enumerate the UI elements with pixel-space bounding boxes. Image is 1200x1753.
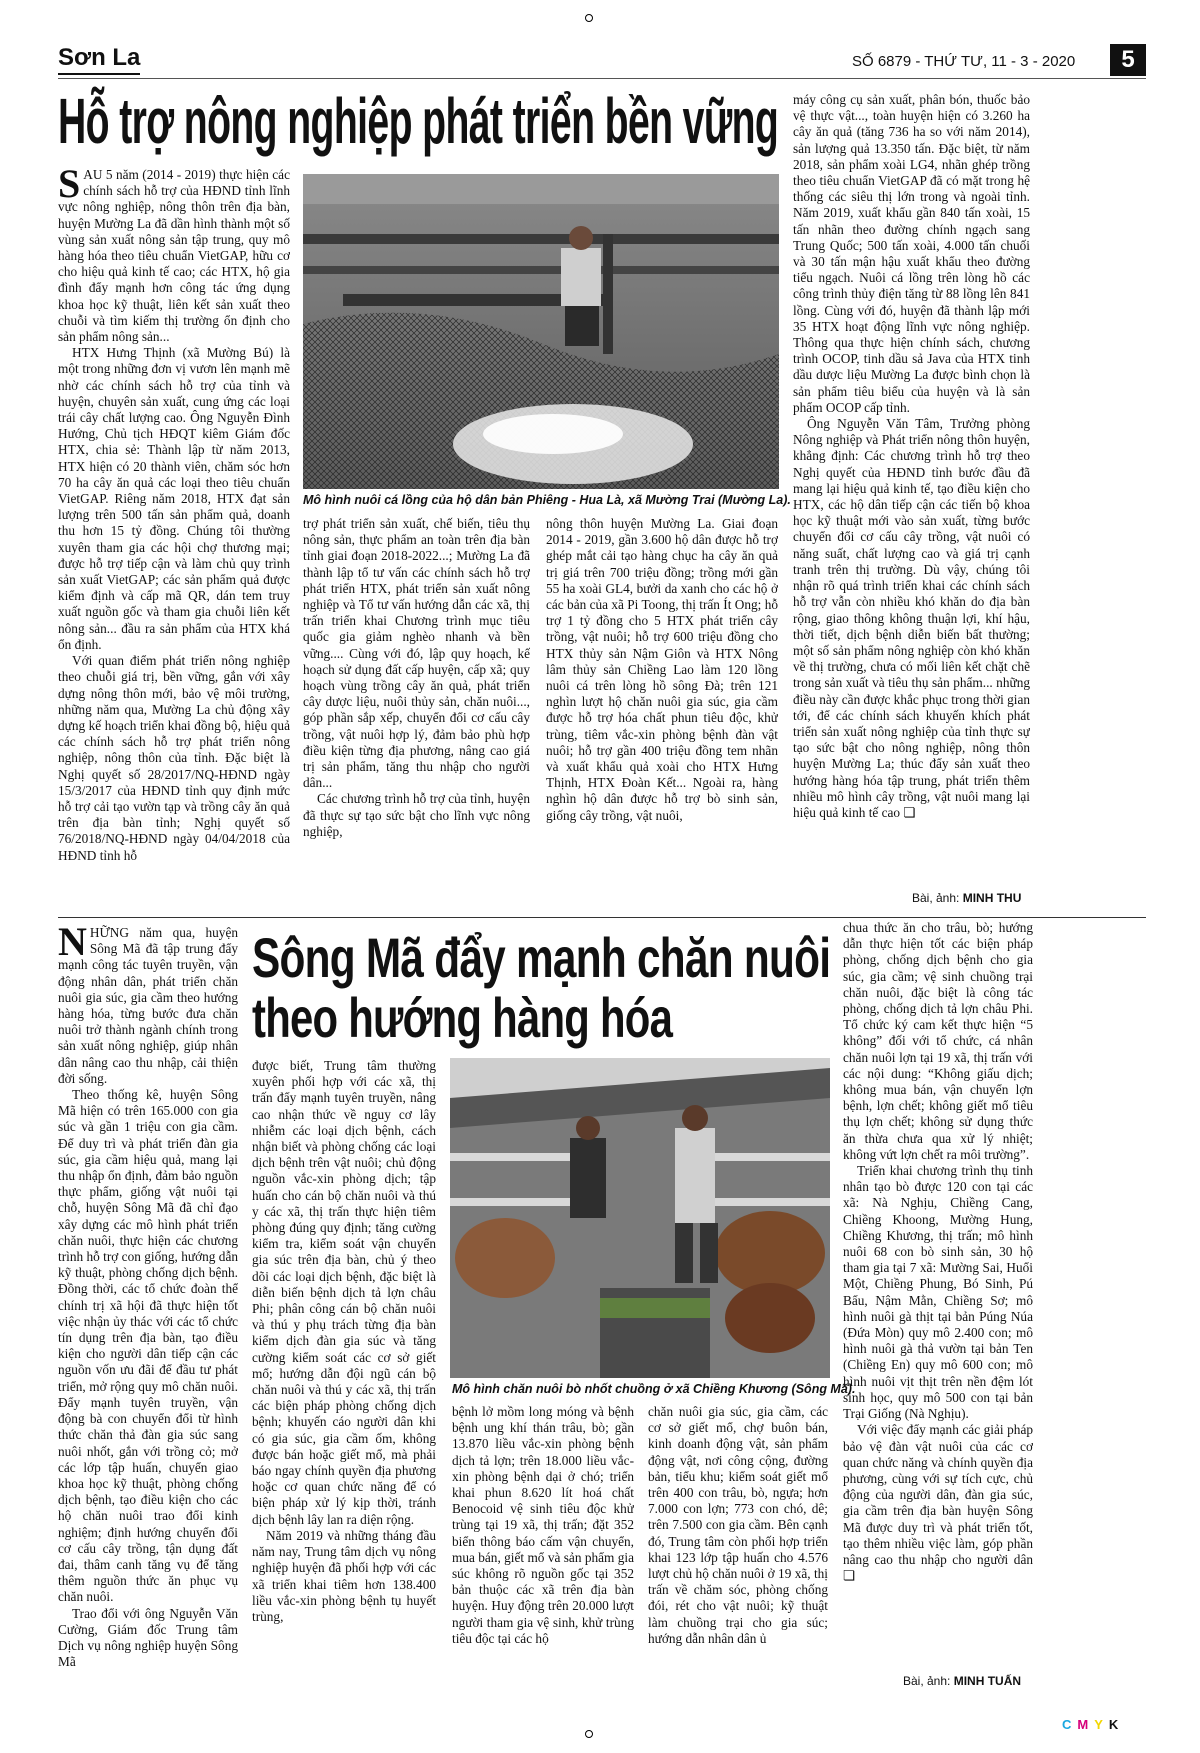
article1-byline-prefix: Bài, ảnh: <box>912 891 960 905</box>
article1-column-2 <box>303 516 530 907</box>
cmyk-c: C <box>1062 1717 1078 1732</box>
article1-col2-para-2: Các chương trình hỗ trợ của tỉnh, huyện đã thực sự tạo sức bật cho lĩnh vực nông nghiệp, <box>303 791 530 839</box>
article2-para-1-text: HỮNG năm qua, huyện Sông Mã đã tập trung đẩy mạnh công tác tuyên truyền, vận động nhân dân, phát triển chăn nuôi gia súc, gia cầm theo hướng hàng hóa, từng bước đưa chăn nuôi trở thành ngành chính trong sản xuất nông nghiệp, giúp nhân dân nâng cao thu nhập, cải thiện đời sống. <box>58 925 238 1086</box>
article2-column-2 <box>252 1058 436 1670</box>
article2-col2-para-1: được biết, Trung tâm thường xuyên phối hợp với các xã, thị trấn đẩy mạnh tuyên truyền, nâng cao nhận thức về nguy cơ lây nhiễm các loại dịch bệnh, cách nhận biết và phòng chống các loại dịch bệnh trên vật nuôi; chủ động nguồn vắc-xin phòng dịch; tập huấn cho cán bộ chăn nuôi và thú y các xã, thị trấn thực hiện tiêm phòng đúng quy định; tăng cường kiểm tra, kiểm soát vận chuyển gia súc trên địa bàn, chủ ý theo dõi các loại dịch bệnh, đặc biệt là diễn biến bệnh dịch tả lợn châu Phi; phân công cán bộ chăn nuôi và thú y phụ trách từng địa bàn kiểm dịch đàn gia súc và tăng cường kiểm soát các cơ sở giết mổ; hướng dẫn đội ngũ cán bộ chăn nuôi và thú y các xã, thị trấn các biện pháp phòng chống dịch bệnh; khuyến cáo người dân khi có gia súc, gia cầm ốm, không được bán hoặc giết mổ, mà phải báo ngay chính quyền địa phương hoặc cơ quan chức năng để có biện pháp xử lý kịp thời, tránh dịch bệnh lây lan ra diện rộng. <box>252 1058 436 1527</box>
registration-mark-bottom <box>585 1730 593 1738</box>
article1-photo-fish-cage <box>303 174 779 489</box>
article2-para-3: Trao đổi với ông Nguyễn Văn Cường, Giám đốc Trung tâm Dịch vụ nông nghiệp huyện Sông Mã <box>58 1605 238 1670</box>
article1-para-1-text: AU 5 năm (2014 - 2019) thực hiện các chính sách hỗ trợ của HĐND tỉnh lĩnh vực nông nghiệp, nông thôn trên địa bàn, huyện Mường La đã dần hình thành một số vùng sản xuất nông sản tập trung, quy mô hàng hóa theo tiêu chuẩn VietGAP, hữu cơ cho hiệu quả kinh tế cao; các HTX, hộ gia đình đẩy mạnh hơn công tác ứng dụng khoa học kỹ thuật, liên kết sản xuất theo chuỗi và tìm kiếm thị trường ổn định cho sản phẩm nông sản... <box>58 167 290 345</box>
article1-col4-para-2: Ông Nguyễn Văn Tâm, Trưởng phòng Nông nghiệp và Phát triển nông thôn huyện, khẳng định: Các chương trình hỗ trợ theo Nghị quyết của HĐND tỉnh bước đầu đã mang lại hiệu quả kinh tế, tạo điều kiện cho HTX, các hộ dân tiếp cận các tiến bộ khoa học kỹ thuật mới vào sản xuất, từng bước chuyển đổi cơ cấu cây trồng, vật nuôi có năng suất, chất lượng cao và giá trị cạnh tranh trên thị trường. Dù vậy, chúng tôi nhận rõ quá trình triển khai các chính sách hỗ trợ vẫn còn nhiều khó khăn do địa bàn rộng, giao thông không thuận lợi, khí hậu, thời tiết, dịch bệnh diễn biến bất thường; một số sản phẩm nông nghiệp còn khó khăn về thị trường, chưa có mối liên kết chặt chẽ trong sản xuất và tiêu thụ sản phẩm... những điều này cần được khắc phục trong thời gian tới, để các chính sách khuyến khích phát triển sản xuất nông nghiệp của tỉnh thực sự tạo sức bật cho nông nghiệp, nông thôn huyện Mường La; thúc đẩy sản xuất theo hướng hàng hóa tập trung, phát triển thêm nhiều mô hình cây trồng, vật nuôi mang lại hiệu quả kinh tế cao ❏ <box>793 416 1030 820</box>
article2-column-4 <box>648 1404 828 1670</box>
cmyk-m: M <box>1077 1717 1095 1732</box>
header-rule <box>58 78 1146 79</box>
article2-para-2: Theo thống kê, huyện Sông Mã hiện có trên 165.000 con gia súc và gần 1 triệu con gia cầm. Để duy trì và phát triển đàn gia súc, gia cầm hiệu quả, mang lại thu nhập ổn định, đảm bảo nguồn thực phẩm, giống vật nuôi tại chỗ, huyện Sông Mã đã chỉ đạo xây dựng các mô hình phát triển chăn nuôi, thực hiện các chương trình hỗ trợ con giống, hướng dẫn kỹ thuật, phòng chống dịch bệnh. Đồng thời, các tổ chức đoàn thể chính trị xã hội đã thực hiện tốt việc nhận ủy thác với các tổ chức tín dụng trên địa bàn, tạo điều kiện cho người dân tiếp cận các nguồn vốn ưu đãi để đầu tư phát triển, mở rộng quy mô chăn nuôi. Đẩy mạnh tuyên truyền, vận động bà con chuyển đổi từ hình thức chăn thả đàn gia súc sang nuôi nhốt, gắn với trồng cỏ; mở các lớp tập huấn, chuyển giao khoa học kỹ thuật, phòng chống dịch bệnh, tạo điều kiện cho các hộ chăn nuôi trao đổi kinh nghiệm; định hướng chuyển đổi cơ cấu cây trồng, tận dụng đất đai, thâm canh tăng vụ để tăng thêm nguồn thức ăn phục vụ chăn nuôi. <box>58 1087 238 1605</box>
cmyk-print-marks <box>1062 1717 1124 1732</box>
article1-para-2: HTX Hưng Thịnh (xã Mường Bú) là một trong những đơn vị vươn lên mạnh mẽ nhờ các chính sách hỗ trợ của tỉnh và huyện, chuyên sản xuất, cung ứng các loại trái cây chất lượng cao. Ông Nguyễn Đình Hướng, Chủ tịch HĐQT kiêm Giám đốc HTX, chia sẻ: Thành lập từ năm 2013, HTX hiện có 20 thành viên, chăm sóc hơn 70 ha cây ăn quả các loại theo tiêu chuẩn VietGAP. Riêng năm 2018, HTX đạt sản lượng trên 500 tấn sản phẩm quả, doanh thu hơn 15 tỷ đồng. Chúng tôi thường xuyên tham gia các hội chợ thương mại; được hỗ trợ tiếp cận và làm chủ quy trình sản xuất VietGAP; các sản phẩm quả được kiểm định và cấp mã QR, dán tem truy xuất nguồn gốc và tham gia chuỗi liên kết nông sản... đầu ra sản phẩm của HTX khá ổn định. <box>58 345 290 652</box>
article2-photo-cattle-barn <box>450 1058 830 1378</box>
article2-col5-para-1: chua thức ăn cho trâu, bò; hướng dẫn thực hiện tốt các biện pháp phòng, chống dịch bệnh cho gia súc, gia cầm; vệ sinh chuồng trại chăn nuôi, đặc biệt là công tác phòng, chống dịch tả lợn châu Phi. Tổ chức ký cam kết thực hiện “5 không” đối với tổ chức, cá nhân chăn nuôi lợn tại 19 xã, thị trấn với các nội dung: “Không giấu dịch; không mua bán, vận chuyển lợn bệnh, lợn chết; không giết mổ tiêu thụ lợn chết; không sử dụng thức ăn thừa chưa qua xử lý nhiệt; không vứt lợn chết ra môi trường”. <box>843 920 1033 1162</box>
article1-photo-caption: Mô hình nuôi cá lồng của hộ dân bản Phiêng - Hua Là, xã Mường Trai (Mường La). <box>303 493 791 507</box>
article1-col4-para-1: máy công cụ sản xuất, phân bón, thuốc bảo vệ thực vật..., toàn huyện hiện có 3.260 ha cây ăn quả (tăng 736 ha so với năm 2014), sản lượng quả 13.350 tấn. Đặc biệt, từ năm 2018, sản phẩm xoài LG4, nhãn ghép trồng theo tiêu chuẩn VietGAP đã có mặt trong hệ thống các siêu thị lớn trong và ngoài tỉnh. Năm 2019, xuất khẩu gần 840 tấn xoài, 15 tấn nhãn theo đường chính ngạch sang Trung Quốc; 500 tấn xoài, 4.000 tấn chuối và 30 tấn mận hậu xuất khẩu theo đường tiểu ngạch. Nuôi cá lồng trên lòng hồ các công trình thủy điện tăng từ 88 lồng lên 841 lồng. Cùng với đó, huyện đã thành lập mới 35 HTX hoạt động lĩnh vực nông nghiệp. Thông qua thực hiện chính sách, chương trình OCOP, tinh dầu sả Java của HTX tinh dầu dược liệu Mường La được bình chọn là sản phẩm tiêu biểu của huyện và là sản phẩm OCOP cấp tỉnh. <box>793 92 1030 415</box>
article2-col5-para-3: Với việc đẩy mạnh các giải pháp bảo vệ đàn vật nuôi của các cơ quan chức năng và chính quyền địa phương, cùng với sự tích cực, chủ động của người dân, đàn gia súc, gia cầm trên địa bàn huyện Sông Mã được duy trì và phát triển tốt, tạo thêm nhiều việc làm, góp phần nâng cao thu nhập cho người dân ❏ <box>843 1422 1033 1584</box>
cmyk-k: K <box>1108 1717 1125 1732</box>
article1-column-4 <box>793 92 1030 887</box>
registration-mark-top <box>585 14 593 22</box>
article2-headline-line-1: Sông Mã đẩy mạnh chăn nuôi <box>252 926 831 989</box>
article1-byline-author: MINH THU <box>962 891 1022 905</box>
article1-headline: Hỗ trợ nông nghiệp phát triển bền vững <box>58 85 779 157</box>
article2-byline <box>903 1674 1021 1688</box>
article-divider <box>58 917 1146 918</box>
page-number: 5 <box>1110 44 1146 76</box>
article1-column-1 <box>58 167 290 907</box>
article1-col2-para-1: trợ phát triển sản xuất, chế biến, tiêu thụ nông sản, thực phẩm an toàn trên địa bàn tỉnh giai đoạn 2018-2022...; Mường La đã thành lập tổ tư vấn các chính sách hỗ trợ phát triển HTX, phát triển sản xuất nông nghiệp và Tổ tư vấn hướng dẫn các xã, thị trấn triển khai Chương trình mục tiêu quốc gia giảm nghèo nhanh và bền vững.... Cùng với đó, lập quy hoạch, kế hoạch sử dụng đất cấp huyện, cấp xã; quy hoạch vùng trồng cây ăn quả, phát triển cây dược liệu, nuôi thủy sản, chăn nuôi..., góp phần sắp xếp, chuyển đổi cơ cấu cây trồng, vật nuôi hợp lý, đảm bảo phù hợp điều kiện từng địa phương, nâng cao giá trị sản phẩm, tăng thu nhập cho người dân... <box>303 516 530 791</box>
article1-para-1 <box>58 167 290 345</box>
article2-col3-para-1: bệnh lở mồm long móng và bệnh bệnh ung khí thán trâu, bò; gần 13.870 liều vắc-xin phòng bệnh dịch tả lợn; trên 18.000 liều vắc-xin phòng bệnh dại ở chó; triển khai phun 8.620 lít hoá chất Benocoid vệ sinh tiêu độc khử trùng tại 19 xã, thị trấn; đặt 352 biển thông báo cấm vận chuyển, mua bán, giết mổ và sản phẩm gia súc không rõ nguồn gốc tại 352 bản thuộc các xã trên địa bàn huyện. Huy động trên 20.000 lượt người tham gia vệ sinh, khử trùng tiêu độc tại các hộ <box>452 1404 634 1646</box>
article2-dropcap: N <box>58 925 87 964</box>
article1-col3-para-1: nông thôn huyện Mường La. Giai đoạn 2014 - 2019, gần 3.600 hộ dân được hỗ trợ ghép mắt cải tạo hàng chục ha cây ăn quả trị giá trên 700 triệu đồng; trồng mới gần 55 ha xoài GL4, bưởi da xanh cho các hộ ở các bản của xã Pi Toong, thị trấn Ít Ong; hỗ trợ 1 tỷ đồng cho 5 HTX phát triển cây trồng, vật nuôi; hỗ trợ 600 triệu đồng cho HTX thủy sản Nậm Giôn và HTX Nông lâm thủy sản Chiềng Lao làm 120 lồng nuôi cá trên lòng hồ sông Đà; trên 121 nghìn lượt hộ chăn nuôi gia súc, gia cầm được hỗ trợ hóa chất phun tiêu độc, khử trùng, tiêm vắc-xin phòng bệnh đàn vật nuôi; hỗ trợ gần 400 triệu đồng tem nhãn và xuất khẩu quả xoài cho HTX Hưng Thịnh, HTX Đoàn Kết... Ngoài ra, hàng nghìn hộ dân được hỗ trợ bò sinh sản, giống cây trồng, vật nuôi, <box>546 516 778 823</box>
article2-col5-para-2: Triển khai chương trình thụ tinh nhân tạo bò được 120 con tại các xã: Nà Nghịu, Chiềng Cang, Chiềng Khoong, Mường Hung, Chiềng Khương, thị trấn; mô hình nuôi 68 con bò sinh sản, 30 hộ tham gia tại 7 xã: Mường Sai, Huổi Một, Chiềng Phung, Bó Sinh, Pú Bẩu, Nậm Mằn, Chiềng Sơ; mô hình nuôi gà thịt tại bản Púng Núa (Đứa Mòn) quy mô 2.400 con; mô hình nuôi gà thả vườn tại bản Ten (Chiềng En) quy mô 600 con; mô hình nuôi vịt thịt trên nền đệm lót sinh học, quy mô 500 con tại bản Trại Giống (Nà Nghịu). <box>843 1163 1033 1422</box>
article2-headline-line-2: theo hướng hàng hóa <box>252 986 673 1049</box>
issue-info: SỐ 6879 - THỨ TƯ, 11 - 3 - 2020 <box>852 53 1076 70</box>
article1-para-3: Với quan điểm phát triển nông nghiệp theo chuỗi giá trị, bền vững, gắn với xây dựng nông thôn mới, bảo vệ môi trường, những năm qua, Mường La chủ động xây dựng kế hoạch triển khai đồng bộ, hiệu quả các chính sách hỗ trợ phát triển nông nghiệp, nông thôn của tỉnh. Đặc biệt là Nghị quyết số 28/2017/NQ-HĐND ngày 15/3/2017 của HĐND tỉnh quy định mức hỗ trợ cải tạo vườn tạp và trồng cây ăn quả trên địa bàn tỉnh; Nghị quyết số 76/2018/NQ-HĐND ngày 04/04/2018 của HĐND tỉnh hỗ <box>58 653 290 863</box>
article2-byline-prefix: Bài, ảnh: <box>903 1674 951 1688</box>
fish-cage-illustration <box>303 174 779 489</box>
section-name: Sơn La <box>58 44 140 75</box>
article2-col4-para-1: chăn nuôi gia súc, gia cầm, các cơ sở giết mổ, chợ buôn bán, kinh doanh động vật, sản phẩm động vật, nơi công cộng, đường bản, tiểu khu; kiểm soát giết mổ trên 400 con trâu, bò, ngựa; hơn 7.000 con lợn; 773 con chó, dê; trên 7.500 con gia cầm. Bên cạnh đó, Trung tâm còn phối hợp triển khai 123 lớp tập huấn cho 4.576 lượt chủ hộ chăn nuôi ở 19 xã, thị trấn về chăm sóc, phòng chống đói, rét cho vật nuôi; kỹ thuật làm chuồng trại cho gia súc; hướng dẫn nhân dân ủ <box>648 1404 828 1646</box>
article2-column-1 <box>58 925 238 1670</box>
article2-column-5 <box>843 920 1033 1670</box>
cmyk-y: Y <box>1094 1717 1109 1732</box>
article2-byline-author: MINH TUẤN <box>953 1674 1022 1688</box>
article2-column-3 <box>452 1404 634 1670</box>
article2-photo-caption: Mô hình chăn nuôi bò nhốt chuồng ở xã Chiềng Khương (Sông Mã). <box>452 1382 856 1396</box>
article1-column-3 <box>546 516 778 907</box>
cattle-barn-illustration <box>450 1058 830 1378</box>
article1-dropcap: S <box>58 167 81 206</box>
article2-para-1 <box>58 925 238 1087</box>
article2-col2-para-2: Năm 2019 và những tháng đầu năm nay, Trung tâm dịch vụ nông nghiệp huyện đã phối hợp với các xã triển khai tiêm hơn 138.400 liều vắc-xin phòng bệnh tụ huyết trùng, <box>252 1527 436 1624</box>
article1-byline <box>912 891 1021 905</box>
